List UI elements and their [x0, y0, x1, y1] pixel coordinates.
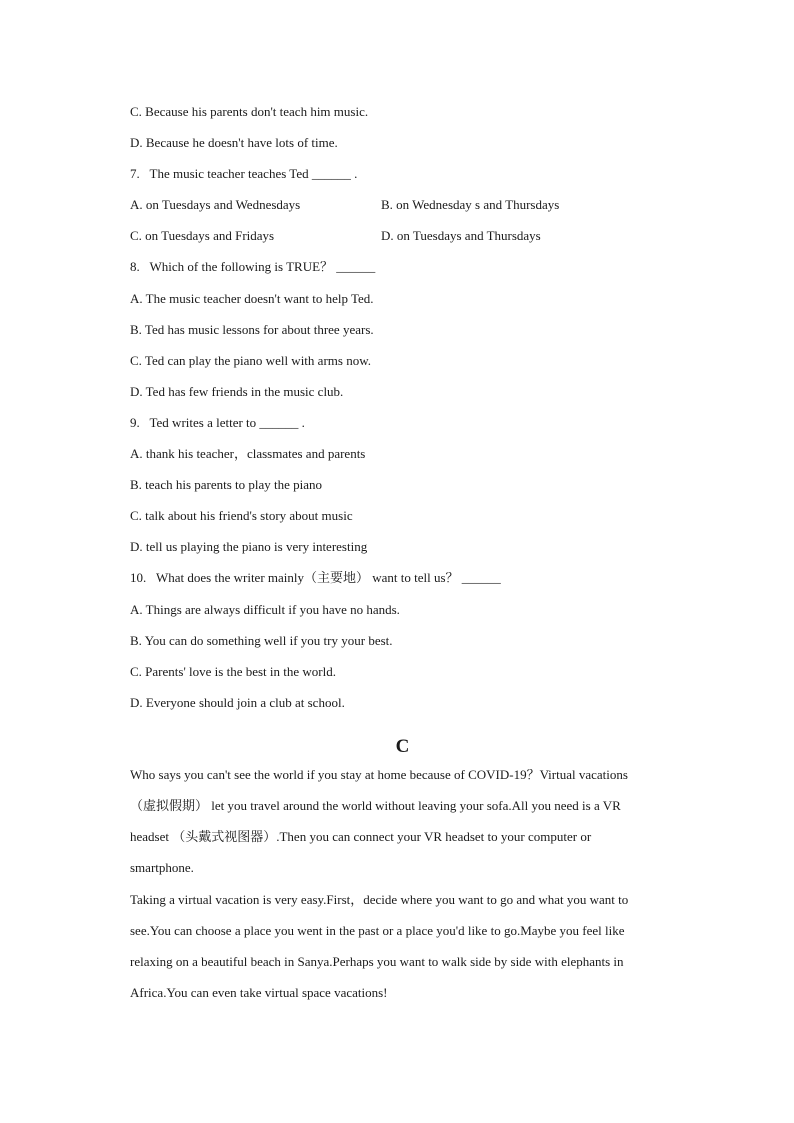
q7-option-b: B. on Wednesday s and Thursdays — [381, 197, 560, 213]
passage-line: Who says you can't see the world if you stay at home because of COVID-19？Virtual vacations — [130, 766, 628, 782]
passage-line: smartphone. — [130, 860, 194, 876]
q8-option-d: D. Ted has few friends in the music club. — [130, 383, 344, 399]
passage-line: relaxing on a beautiful beach in Sanya.Perhaps you want to walk side by side with elephants in — [130, 954, 624, 969]
q8-option-b: B. Ted has music lessons for about three years. — [130, 321, 374, 337]
document-page — [130, 101, 675, 1013]
q7-question: 7. The music teacher teaches Ted ______ . — [130, 166, 358, 182]
q10-option-c: C. Parents' love is the best in the world. — [130, 663, 336, 679]
q6-option-c: C. Because his parents don't teach him music. — [130, 104, 369, 119]
q7-options-row-2 — [130, 225, 675, 256]
q8-option-c: C. Ted can play the piano well with arms now. — [130, 352, 371, 368]
q7-option-c: C. on Tuesdays and Fridays — [130, 228, 275, 244]
passage-paragraph-1 — [130, 764, 675, 889]
q6-option-d: D. Because he doesn't have lots of time. — [130, 135, 338, 151]
passage-line: see.You can choose a place you went in the past or a place you'd like to go.Maybe you feel like — [130, 922, 625, 938]
q8-question: 8. Which of the following is TRUE？ ______ — [130, 259, 376, 275]
q10-option-a: A. Things are always difficult if you have no hands. — [130, 601, 400, 617]
section-heading: C — [395, 735, 410, 757]
q9-option-d: D. tell us playing the piano is very interesting — [130, 539, 368, 555]
q9-option-b: B. teach his parents to play the piano — [130, 477, 323, 493]
q9-question: 9. Ted writes a letter to ______ . — [130, 414, 305, 430]
q8-option-a: A. The music teacher doesn't want to help Ted. — [130, 290, 374, 306]
q7-option-d: D. on Tuesdays and Thursdays — [381, 228, 541, 244]
q7-option-a: A. on Tuesdays and Wednesdays — [130, 197, 301, 213]
passage-line: Africa.You can even take virtual space vacations! — [130, 985, 388, 1001]
q9-option-a: A. thank his teacher，classmates and parents — [130, 446, 366, 462]
q10-question: 10. What does the writer mainly（主要地） want to tell us？ ______ — [130, 570, 501, 586]
passage-paragraph-2 — [130, 889, 675, 1014]
passage-line: headset （头戴式视图器）.Then you can connect your VR headset to your computer or — [130, 829, 592, 845]
passage-line: Taking a virtual vacation is very easy.First，decide where you want to go and what you want to — [130, 891, 629, 907]
passage-line: （虚拟假期） let you travel around the world without leaving your sofa.All you need is a VR — [130, 798, 621, 814]
q7-options-row-1 — [130, 194, 675, 225]
q10-option-d: D. Everyone should join a club at school. — [130, 694, 345, 710]
q10-option-b: B. You can do something well if you try your best. — [130, 632, 393, 648]
q9-option-c: C. talk about his friend's story about music — [130, 508, 353, 524]
